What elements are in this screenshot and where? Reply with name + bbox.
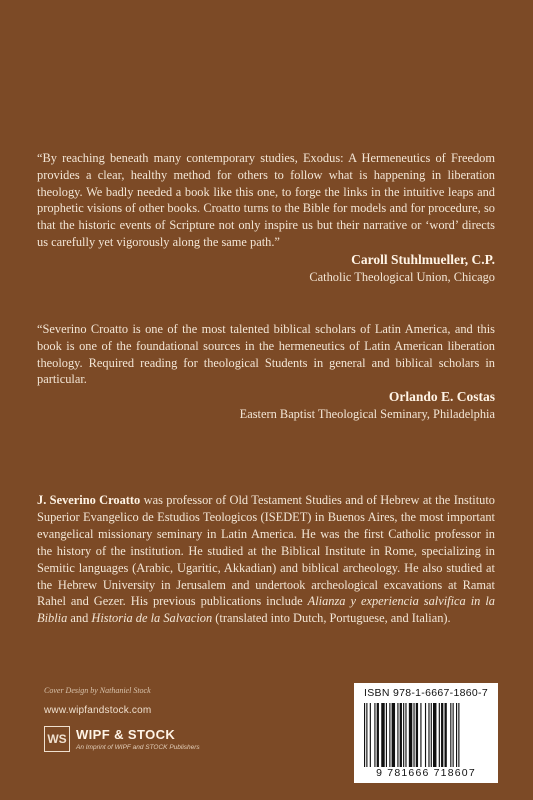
cover-credit: Cover Design by Nathaniel Stock: [44, 686, 151, 695]
barcode-bar: [433, 703, 436, 767]
barcode-bar: [405, 703, 406, 767]
barcode-bar: [439, 703, 440, 767]
bio-title: Historia de la Salvacion: [91, 611, 213, 626]
barcode-bar: [370, 703, 371, 767]
barcode-bar: [381, 703, 384, 767]
barcode-bar: [400, 703, 402, 767]
barcode-bar: [428, 703, 429, 767]
barcode-bar: [450, 703, 451, 767]
bio-text: was professor of Old Testament Studies and of Hebrew at the Instituto Superior Evangelico de Estudios Teologicos (ISEDET) in Buenos Aires, the most important evangelical missionary seminary in Latin America. He was the first Catholic professor in the history of the institution. He studied at the Biblical Institute in Rome, specializing in Semitic languages (Arabic, Ugaritic, Akkadian) and biblical archeology. He also studied at the Hebrew University in Jerusalem and undertook archeological excavations at Ramat Rahel and Gezer. His previous publications include: [37, 493, 495, 609]
barcode-bar: [409, 703, 412, 767]
barcode-bars: [364, 703, 490, 767]
quote-affiliation: Catholic Theological Union, Chicago: [309, 269, 495, 284]
quote-text: “Severino Croatto is one of the most talented biblical scholars of Latin America, and this book is one of the foundational sources in the hermeneutics of Latin American liberation theology. Required reading for theological Students in general and biblical scholars in particular.: [37, 322, 495, 387]
barcode-bar: [420, 703, 421, 767]
quote-author: Caroll Stuhlmueller, C.P.: [351, 251, 495, 267]
quote-affiliation: Eastern Baptist Theological Seminary, Philadelphia: [239, 407, 495, 422]
barcode-bar: [441, 703, 443, 767]
barcode-digits: 9 781666 718607: [376, 767, 476, 779]
barcode-bar: [416, 703, 418, 767]
author-bio: [37, 492, 495, 627]
isbn-label: ISBN 978-1-6667-1860-7: [364, 687, 488, 699]
barcode-bar: [374, 703, 375, 767]
barcode-bar: [403, 703, 404, 767]
barcode-bar: [413, 703, 414, 767]
isbn-barcode: [354, 683, 498, 783]
barcode-bar: [392, 703, 395, 767]
barcode-bar: [389, 703, 390, 767]
publisher-name: WIPF & STOCK: [76, 727, 176, 742]
barcode-bar: [366, 703, 367, 767]
barcode-bar: [377, 703, 379, 767]
publisher-logo-icon: WS: [44, 726, 70, 752]
publisher-block: [44, 726, 244, 756]
bio-text: (translated into Dutch, Portuguese, and Italian).: [212, 611, 451, 626]
quote-author: Orlando E. Costas: [388, 389, 495, 405]
quote-stuhlmueller: [37, 150, 495, 285]
barcode-bar: [453, 703, 454, 767]
barcode-bar: [445, 703, 447, 767]
barcode-bar: [456, 703, 457, 767]
barcode-bar: [431, 703, 432, 767]
publisher-website: www.wipfandstock.com: [44, 705, 152, 716]
barcode-bar: [364, 703, 365, 767]
barcode-bar: [386, 703, 387, 767]
quote-costas: [37, 321, 495, 422]
barcode-bar: [458, 703, 459, 767]
barcode-bar: [397, 703, 398, 767]
publisher-subtitle: An Imprint of WIPF and STOCK Publishers: [76, 744, 200, 751]
barcode-bar: [425, 703, 426, 767]
quote-text: “By reaching beneath many contemporary studies, Exodus: A Hermeneutics of Freedom provides a clear, healthy method for others to follow what is happening in liberation theology. We badly needed a book like this one, to forge the links in the intuitive leaps and prophetic visions of other books. Croatto turns to the Bible for models and for procedure, so that the historic events of Scripture not only inspire us but their narrative or ‘word’ directs us carefully yet vigorously along the same path.”: [37, 151, 495, 249]
bio-text: and: [67, 611, 92, 626]
bio-title: Alianza y experiencia salvifica in la Biblia: [37, 594, 495, 626]
author-name: J. Severino Croatto: [37, 493, 141, 507]
